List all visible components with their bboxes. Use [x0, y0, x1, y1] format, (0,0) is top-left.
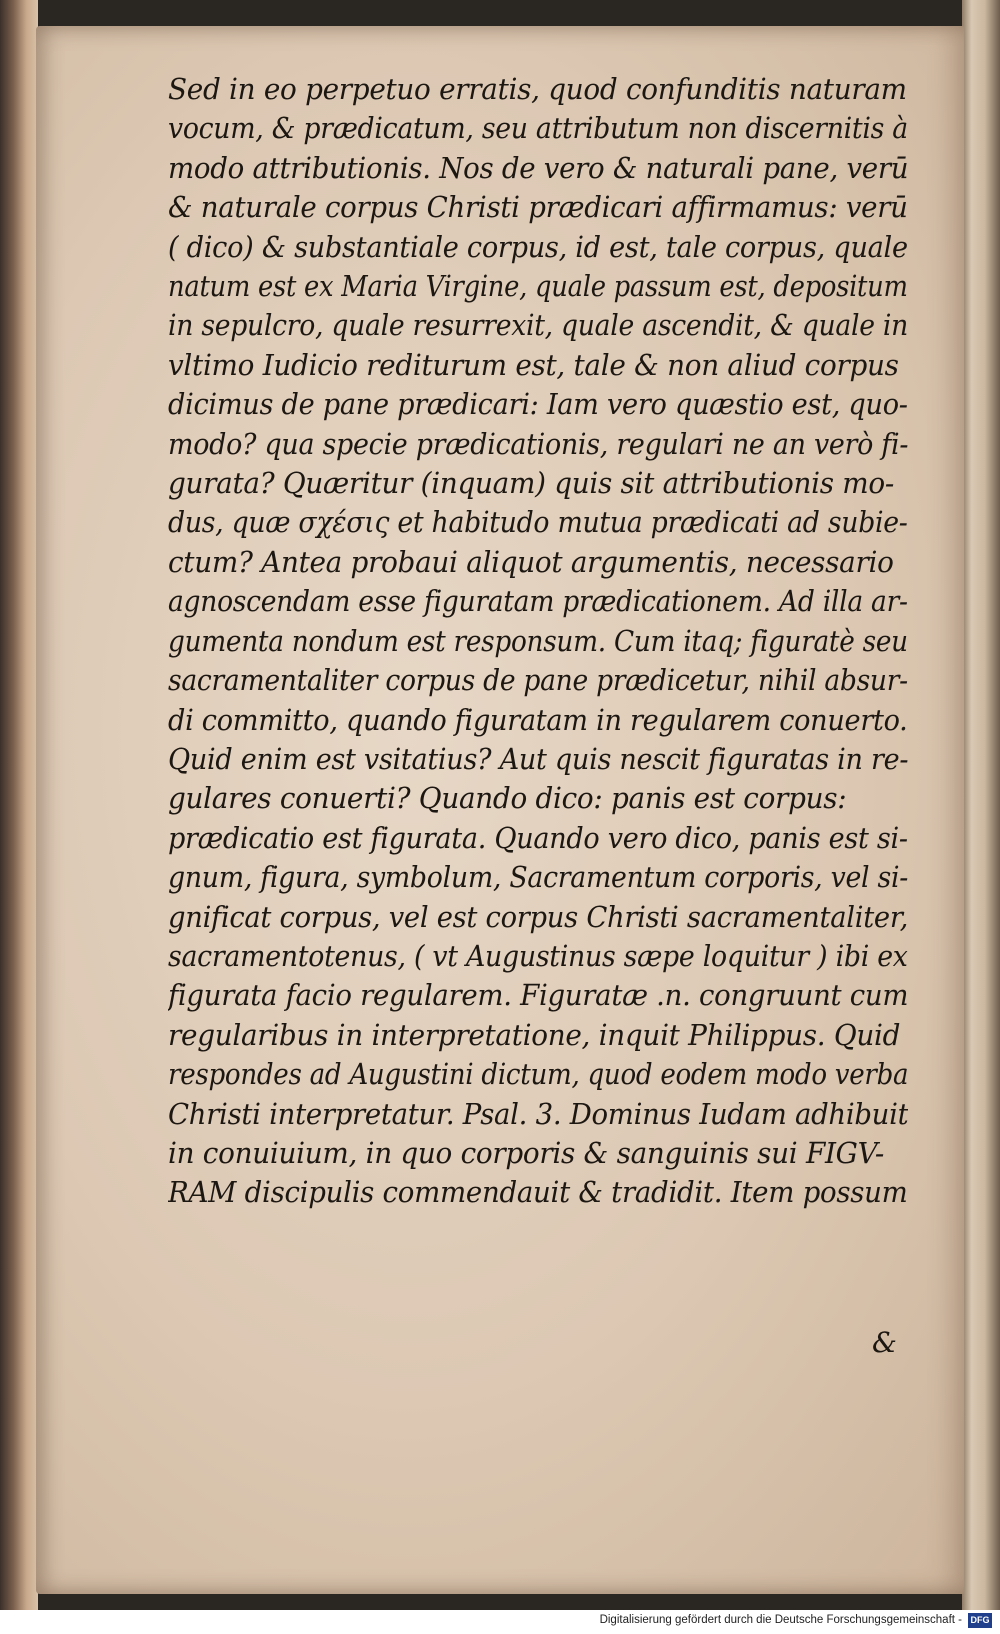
- text-line: gurata? Quæritur (inquam) quis sit attributionis mo-: [168, 466, 894, 501]
- text-line: natum est ex Maria Virgine, quale passum est, depositum: [168, 269, 908, 304]
- text-line: sacramentaliter corpus de pane prædicetur, nihil absur-: [168, 663, 908, 698]
- text-line: modo attributionis. Nos de vero & naturali pane, verū: [168, 150, 908, 185]
- text-line: vocum, & prædicatum, seu attributum non discernitis à: [168, 111, 908, 146]
- text-line: gnificat corpus, vel est corpus Christi sacramentaliter,: [168, 899, 908, 934]
- page-text: [168, 70, 928, 1213]
- text-line: vltimo Iudicio rediturum est, tale & non aliud corpus: [168, 347, 899, 382]
- footer-credit: Digitalisierung gefördert durch die Deutsche Forschungsgemeinschaft -: [599, 1614, 962, 1626]
- catchword: &: [872, 1326, 897, 1359]
- text-line: ( dico) & substantiale corpus, id est, tale corpus, quale: [168, 229, 908, 264]
- text-line: ctum? Antea probaui aliquot argumentis, necessario: [168, 544, 894, 579]
- text-line: Quid enim est vsitatius? Aut quis nescit figuratas in re-: [168, 741, 908, 776]
- text-line: sacramentotenus, ( vt Augustinus sæpe loquitur ) ibi ex: [168, 938, 908, 973]
- book-spine-edge: [0, 0, 38, 1610]
- text-line: dicimus de pane prædicari: Iam vero quæstio est, quo-: [168, 387, 908, 422]
- text-line: gumenta nondum est responsum. Cum itaq; figuratè seu: [168, 623, 908, 658]
- text-line: gulares conuerti? Quando dico: panis est corpus:: [168, 781, 847, 816]
- text-line: in sepulcro, quale resurrexit, quale ascendit, & quale in: [168, 308, 908, 343]
- text-line: dus, quæ σχέσις et habitudo mutua prædicati ad subie-: [168, 505, 908, 540]
- text-line: & naturale corpus Christi prædicari affirmamus: verū: [168, 190, 908, 225]
- text-line: gnum, figura, symbolum, Sacramentum corporis, vel si-: [168, 860, 908, 895]
- text-line: agnoscendam esse figuratam prædicationem. Ad illa ar-: [168, 584, 908, 619]
- facing-page-edge: [962, 0, 1000, 1610]
- text-line: Sed in eo perpetuo erratis, quod confunditis naturam: [168, 72, 907, 106]
- dfg-logo: DFG: [968, 1613, 992, 1628]
- text-line: in conuiuium, in quo corporis & sanguinis sui FIGV-: [168, 1135, 884, 1170]
- text-line: prædicatio est figurata. Quando vero dico, panis est si-: [168, 820, 908, 855]
- text-line: di committo, quando figuratam in regularem conuerto.: [168, 702, 908, 737]
- text-line: respondes ad Augustini dictum, quod eodem modo verba: [168, 1057, 908, 1092]
- text-line: RAM discipulis commendauit & tradidit. Item possum: [168, 1175, 908, 1210]
- text-line: modo? qua specie prædicationis, regulari ne an verò fi-: [168, 426, 908, 461]
- text-line: regularibus in interpretatione, inquit Philippus. Quid: [168, 1017, 901, 1052]
- text-line: Christi interpretatur. Psal. 3. Dominus Iudam adhibuit: [168, 1096, 908, 1131]
- text-line: figurata facio regularem. Figuratæ .n. congruunt cum: [168, 978, 908, 1013]
